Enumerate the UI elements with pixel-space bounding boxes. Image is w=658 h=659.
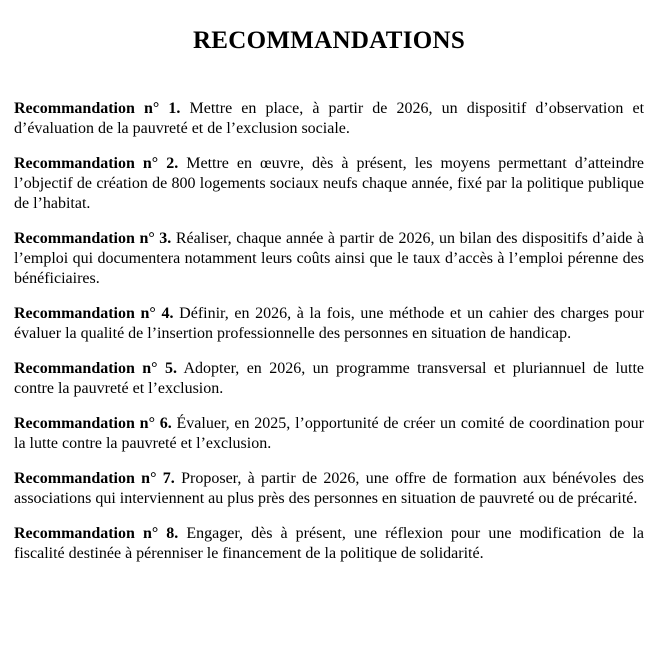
recommendations-list	[14, 99, 644, 564]
recommendation-1-label: Recommandation n° 1.	[14, 100, 181, 117]
recommendation-3	[14, 229, 644, 289]
recommendation-4-label: Recommandation n° 4.	[14, 305, 174, 322]
document-page	[0, 28, 658, 659]
recommendation-6	[14, 414, 644, 454]
recommendation-7-label: Recommandation n° 7.	[14, 470, 175, 487]
recommendation-5-text: Adopter, en 2026, un programme transversal et pluriannuel de lutte contre la pauvreté et l’exclusion.	[14, 360, 644, 397]
recommendation-1	[14, 99, 644, 139]
recommendation-8-text: Engager, dès à présent, une réflexion pour une modification de la fiscalité destinée à pérenniser le financement de la politique de solidarité.	[14, 525, 645, 562]
recommendation-7-text: Proposer, à partir de 2026, une offre de formation aux bénévoles des associations qui interviennent au plus près des personnes en situation de pauvreté ou de précarité.	[14, 470, 645, 507]
recommendation-2	[14, 154, 644, 214]
recommendation-3-label: Recommandation n° 3.	[14, 230, 172, 247]
recommendation-8	[14, 524, 644, 564]
recommendation-2-text: Mettre en œuvre, dès à présent, les moyens permettant d’atteindre l’objectif de création de 800 logements sociaux neufs chaque année, fixé par la politique publique de l’habitat.	[14, 155, 644, 212]
recommendation-8-label: Recommandation n° 8.	[14, 525, 179, 542]
page-title: RECOMMANDATIONS	[192, 27, 466, 54]
recommendation-3-text: Réaliser, chaque année à partir de 2026, un bilan des dispositifs d’aide à l’emploi qui documentera notamment leurs coûts ainsi que le taux d’accès à l’emploi pérenne des bénéficiaires.	[14, 230, 644, 287]
recommendation-1-text: Mettre en place, à partir de 2026, un dispositif d’observation et d’évaluation de la pauvreté et de l’exclusion sociale.	[14, 100, 645, 137]
recommendation-4	[14, 304, 644, 344]
recommendation-5-label: Recommandation n° 5.	[14, 360, 177, 377]
recommendation-7	[14, 469, 644, 509]
recommendation-5	[14, 359, 644, 399]
recommendation-6-text: Évaluer, en 2025, l’opportunité de créer un comité de coordination pour la lutte contre la pauvreté et l’exclusion.	[14, 415, 644, 452]
recommendation-6-label: Recommandation n° 6.	[14, 415, 172, 432]
recommendation-2-label: Recommandation n° 2.	[14, 155, 179, 172]
recommendation-4-text: Définir, en 2026, à la fois, une méthode et un cahier des charges pour évaluer la qualité de l’insertion professionnelle des personnes en situation de handicap.	[14, 305, 645, 342]
